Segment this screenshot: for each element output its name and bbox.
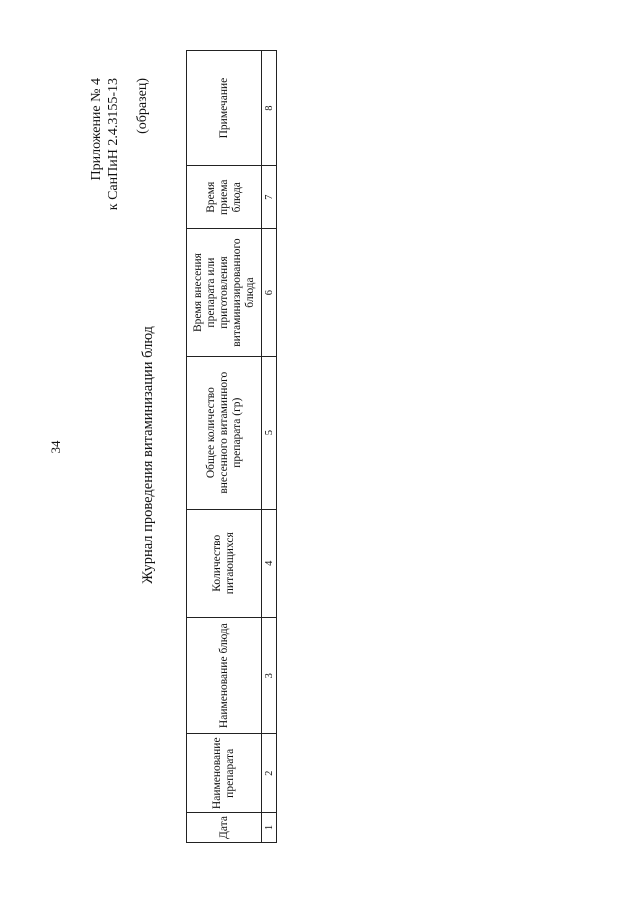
header-date: Дата <box>187 813 262 843</box>
header-note: Примечание <box>187 51 262 166</box>
journal-title: Журнал проведения витаминизации блюд <box>140 326 156 584</box>
column-number: 2 <box>262 734 277 813</box>
column-number: 1 <box>262 813 277 843</box>
sample-label: (образец) <box>135 78 150 134</box>
header-dish-name: Наименование блюда <box>187 617 262 733</box>
column-number: 8 <box>262 51 277 166</box>
column-number: 4 <box>262 509 277 617</box>
header-total-amount: Общее количество внесенного витаминного препарата (гр) <box>187 356 262 509</box>
column-number: 5 <box>262 356 277 509</box>
header-time-served: Время приема блюда <box>187 166 262 229</box>
vitaminization-journal-table <box>186 50 277 843</box>
column-number: 6 <box>262 229 277 357</box>
appendix-regulation: к СанПиН 2.4.3155-13 <box>106 78 121 211</box>
header-preparation-name: Наименование препарата <box>187 734 262 813</box>
header-time-added: Время внесения препарата или приготовления витаминизированного блюда <box>187 229 262 357</box>
header-number-of-eaters: Количество питающихся <box>187 509 262 617</box>
appendix-number: Приложение № 4 <box>89 78 104 181</box>
page-number: 34 <box>48 440 63 454</box>
appendix-reference <box>88 78 151 210</box>
column-number: 7 <box>262 166 277 229</box>
table-number-row <box>262 51 277 843</box>
table-header-row <box>187 51 262 843</box>
column-number: 3 <box>262 617 277 733</box>
